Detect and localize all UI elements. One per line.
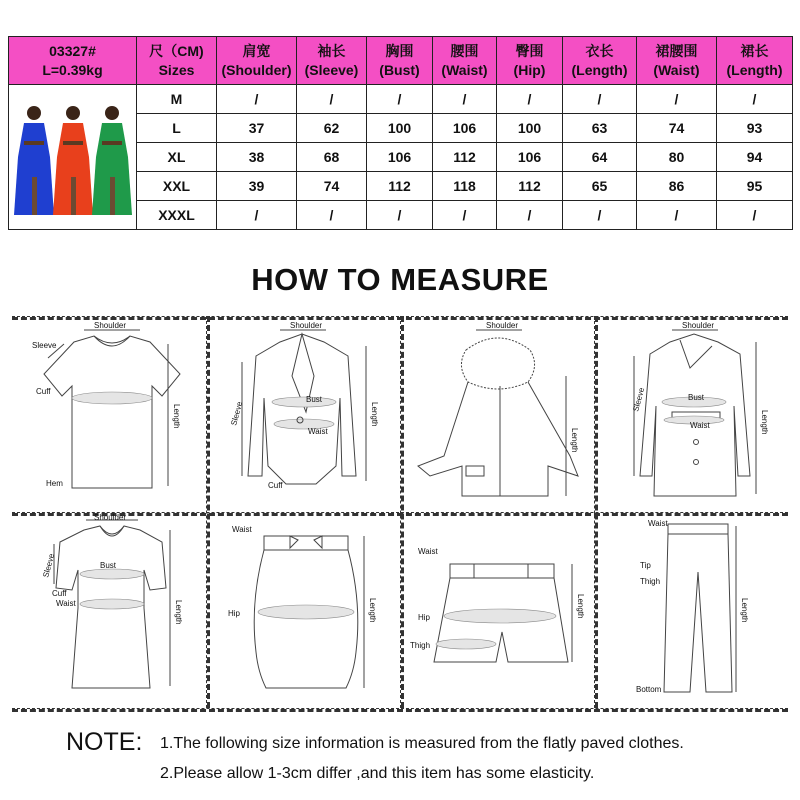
measurement-cell: /	[637, 201, 717, 230]
sizes-header-zh: 尺（CM)	[149, 42, 204, 59]
dress-drawing	[12, 512, 206, 708]
label-waist: Waist	[232, 525, 252, 534]
column-header-waist	[433, 37, 497, 85]
label-thigh: Thigh	[640, 577, 661, 586]
label-waist: Waist	[418, 547, 438, 556]
measurement-cell: /	[497, 201, 563, 230]
measurement-cell: /	[497, 85, 563, 114]
label-bust: Bust	[688, 393, 705, 402]
label-sleeve: Sleeve	[41, 552, 57, 579]
column-zh: 胸围	[385, 42, 414, 59]
label-bust: Bust	[100, 561, 117, 570]
measurement-cell: 100	[367, 114, 433, 143]
measurement-cell: 65	[563, 172, 637, 201]
column-zh: 裙长	[740, 42, 769, 59]
note-heading: NOTE:	[66, 728, 143, 756]
measurement-cell: 64	[563, 143, 637, 172]
measurement-cell: /	[367, 85, 433, 114]
measurement-cell: 94	[717, 143, 793, 172]
product-code-cell	[9, 37, 137, 85]
product-code: 03327#	[49, 42, 96, 59]
measurement-cell: 95	[717, 172, 793, 201]
tshirt-diagram	[12, 316, 206, 512]
label-shoulder: Shoulder	[290, 321, 323, 330]
label-shoulder: Shoulder	[94, 513, 127, 522]
label-length: Length	[370, 402, 379, 427]
measurement-cell: 80	[637, 143, 717, 172]
size-chart-table	[8, 36, 793, 230]
label-waist: Waist	[56, 599, 76, 608]
column-header-skirt-waist	[637, 37, 717, 85]
size-label-cell: L	[137, 114, 217, 143]
label-bottom: Bottom	[636, 685, 662, 694]
pants-diagram	[594, 512, 788, 708]
column-zh: 臀围	[515, 42, 544, 59]
label-length: Length	[760, 410, 769, 435]
measurement-cell: 106	[497, 143, 563, 172]
measure-diagram-grid	[12, 316, 788, 708]
label-shoulder: Shoulder	[682, 321, 715, 330]
column-header-bust	[367, 37, 433, 85]
measurement-cell: /	[217, 201, 297, 230]
measurement-cell: /	[717, 85, 793, 114]
measurement-cell: /	[367, 201, 433, 230]
measurement-cell: /	[563, 201, 637, 230]
label-cuff: Cuff	[52, 589, 67, 598]
label-hem: Hem	[46, 479, 63, 488]
label-waist: Waist	[308, 427, 328, 436]
measurement-cell: 112	[433, 143, 497, 172]
measurement-cell: 100	[497, 114, 563, 143]
coat-diagram	[594, 316, 788, 512]
pants-drawing	[594, 512, 788, 708]
label-cuff: Cuff	[36, 387, 51, 396]
label-shoulder: Shoulder	[94, 321, 127, 330]
measurement-cell: /	[433, 85, 497, 114]
measurement-cell: 118	[433, 172, 497, 201]
coat-drawing	[594, 316, 788, 512]
label-bust: Bust	[306, 395, 323, 404]
column-zh: 腰围	[450, 42, 479, 59]
column-header-length	[563, 37, 637, 85]
measurement-cell: /	[563, 85, 637, 114]
measurement-cell: 68	[297, 143, 367, 172]
label-length: Length	[368, 598, 377, 623]
sizes-header-cell	[137, 37, 217, 85]
size-label-cell: XXXL	[137, 201, 217, 230]
parka-diagram	[400, 316, 594, 512]
column-en: (Sleeve)	[304, 61, 359, 78]
label-shoulder: Shoulder	[486, 321, 519, 330]
label-length: Length	[576, 594, 585, 619]
grid-divider	[12, 708, 788, 712]
label-length: Length	[740, 598, 749, 623]
note-line-2: 2.Please allow 1-3cm differ ,and this item has some elasticity.	[160, 765, 595, 782]
label-length: Length	[570, 428, 579, 453]
measurement-cell: 112	[497, 172, 563, 201]
column-en: (Length)	[726, 61, 783, 78]
note-line-1: 1.The following size information is measured from the flatly paved clothes.	[160, 735, 684, 752]
sizes-header-en: Sizes	[158, 61, 195, 78]
measurement-cell: /	[717, 201, 793, 230]
measurement-cell: /	[433, 201, 497, 230]
label-hip: Hip	[228, 609, 241, 618]
measurement-cell: 74	[637, 114, 717, 143]
table-row	[9, 85, 793, 114]
column-en: (Shoulder)	[221, 61, 292, 78]
column-zh: 衣长	[585, 42, 614, 59]
measurement-cell: /	[297, 201, 367, 230]
measurement-cell: 37	[217, 114, 297, 143]
column-header-sleeve	[297, 37, 367, 85]
label-hip: Hip	[418, 613, 431, 622]
measurement-cell: 93	[717, 114, 793, 143]
skirt-drawing	[206, 512, 400, 708]
measurement-cell: /	[637, 85, 717, 114]
label-sleeve: Sleeve	[631, 386, 647, 413]
column-zh: 裙腰围	[655, 42, 698, 59]
column-en: (Length)	[571, 61, 628, 78]
label-length: Length	[174, 600, 183, 625]
size-label-cell: M	[137, 85, 217, 114]
skirt-diagram	[206, 512, 400, 708]
column-en: (Bust)	[379, 61, 420, 78]
label-length: Length	[172, 404, 181, 429]
label-waist: Waist	[648, 519, 668, 528]
column-en: (Waist)	[653, 61, 700, 78]
measurement-cell: 106	[433, 114, 497, 143]
measurement-cell: /	[297, 85, 367, 114]
measurement-cell: 39	[217, 172, 297, 201]
label-cuff: Cuff	[268, 481, 283, 490]
size-label-cell: XXL	[137, 172, 217, 201]
table-header-row	[9, 37, 793, 85]
how-to-measure-title: HOW TO MEASURE	[251, 262, 549, 297]
blazer-drawing	[206, 316, 400, 512]
parka-drawing	[400, 316, 594, 512]
measurement-cell: 106	[367, 143, 433, 172]
label-tip: Tip	[640, 561, 651, 570]
measurement-cell: /	[217, 85, 297, 114]
shorts-diagram	[400, 512, 594, 708]
measurement-cell: 112	[367, 172, 433, 201]
column-en: (Hip)	[513, 61, 546, 78]
column-en: (Waist)	[441, 61, 488, 78]
measurement-cell: 62	[297, 114, 367, 143]
column-zh: 袖长	[317, 42, 346, 59]
measurement-cell: 38	[217, 143, 297, 172]
blazer-diagram	[206, 316, 400, 512]
tshirt-drawing	[12, 316, 206, 512]
column-header-shoulder	[217, 37, 297, 85]
product-weight: L=0.39kg	[42, 61, 103, 78]
label-sleeve: Sleeve	[229, 400, 245, 427]
product-photo	[14, 97, 132, 217]
measurement-cell: 74	[297, 172, 367, 201]
column-header-skirt-length	[717, 37, 793, 85]
label-waist: Waist	[690, 421, 710, 430]
measurement-cell: 86	[637, 172, 717, 201]
label-sleeve: Sleeve	[32, 341, 57, 350]
column-header-hip	[497, 37, 563, 85]
dress-diagram	[12, 512, 206, 708]
measurement-cell: 63	[563, 114, 637, 143]
label-thigh: Thigh	[410, 641, 431, 650]
size-label-cell: XL	[137, 143, 217, 172]
product-photo-cell	[9, 85, 137, 230]
shorts-drawing	[400, 512, 594, 708]
column-zh: 肩宽	[242, 42, 271, 59]
